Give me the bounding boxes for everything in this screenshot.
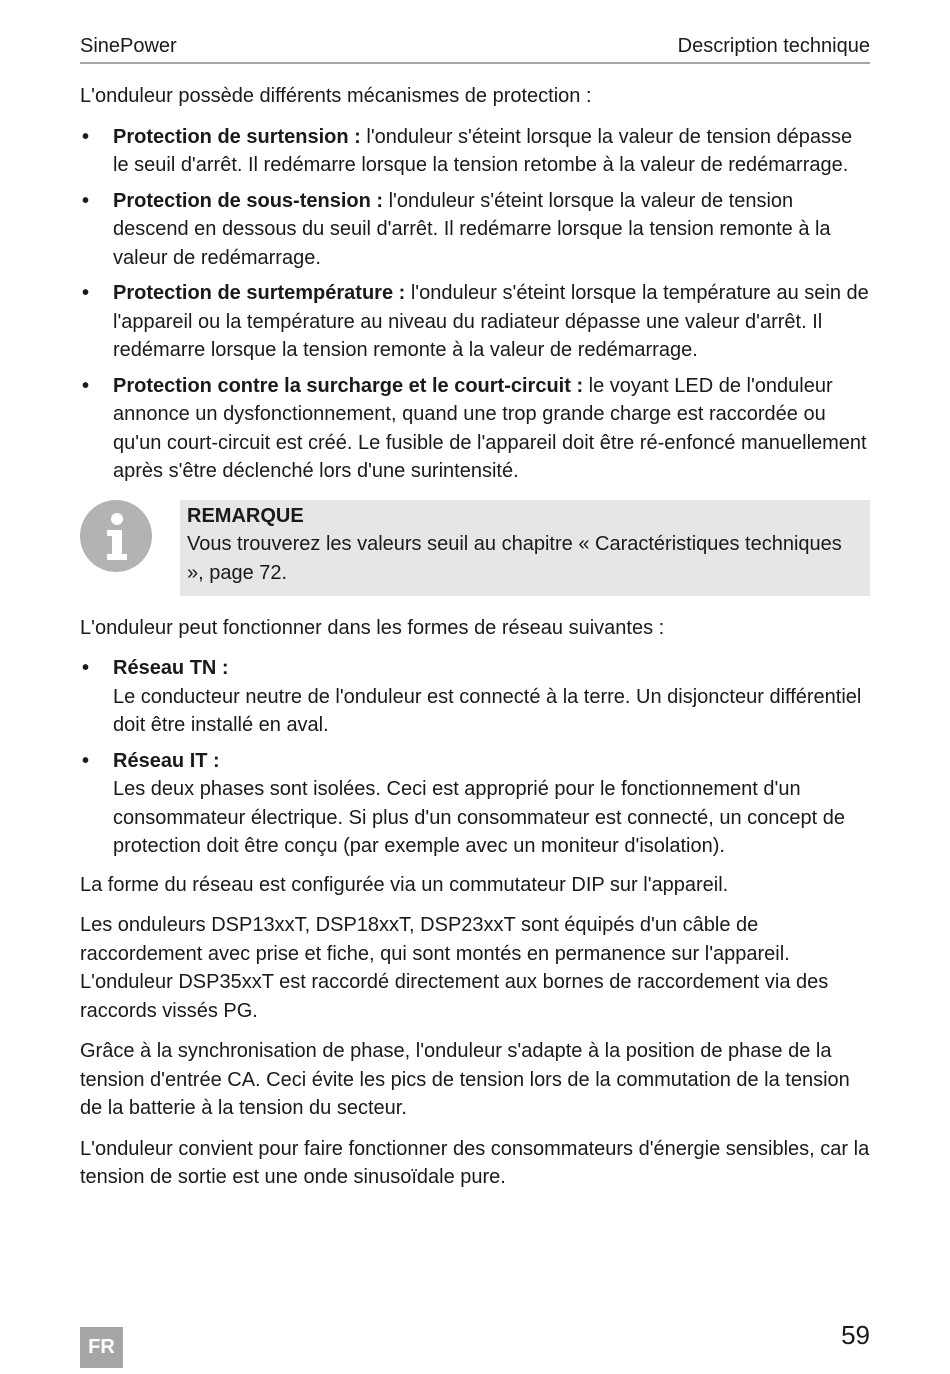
intro-protection: L'onduleur possède différents mécanismes de protection : <box>80 85 592 107</box>
item-text: l'onduleur s'éteint lorsque la température au sein de l'appareil ou la température au niveau du radiateur dépasse une valeur d'arrêt. Il redémarre lorsque la tension remonte à la valeur de redémarrage. <box>113 282 869 361</box>
item-text: Le conducteur neutre de l'onduleur est connecté à la terre. Un disjoncteur différentiel doit être installé en aval. <box>113 685 862 736</box>
bullet-icon: • <box>82 749 90 772</box>
page-number: 59 <box>841 1320 870 1350</box>
list-item <box>80 123 870 180</box>
page-header <box>80 32 870 64</box>
item-title: Réseau TN : <box>113 657 229 679</box>
item-text: l'onduleur s'éteint lorsque la valeur de tension dépasse le seuil d'arrêt. Il redémarre lorsque la tension retombe à la valeur de redémarrage. <box>113 125 853 176</box>
bullet-icon: • <box>82 657 90 679</box>
bullet-icon: • <box>82 125 90 148</box>
list-item <box>80 654 870 740</box>
bullet-icon: • <box>82 282 90 304</box>
intro-network: L'onduleur peut fonctionner dans les formes de réseau suivantes : <box>80 616 665 639</box>
header-product: SinePower <box>80 35 177 57</box>
list-item <box>80 747 870 861</box>
bullet-icon: • <box>82 189 90 212</box>
language-badge: FR <box>80 1327 123 1368</box>
item-title: Protection contre la surcharge et le court-circuit : <box>113 374 584 397</box>
item-title: Protection de sous-tension : <box>113 189 384 212</box>
note-title: REMARQUE <box>187 504 304 527</box>
bullet-icon: • <box>82 374 90 397</box>
note-block <box>80 500 870 596</box>
paragraph: La forme du réseau est configurée via un commutateur DIP sur l'appareil. <box>80 873 729 896</box>
paragraph: Les onduleurs DSP13xxT, DSP18xxT, DSP23xxT sont équipés d'un câble de raccordement avec prise et fiche, qui sont montés en permanence sur l'appareil. L'onduleur DSP35xxT est raccordé directement aux bornes de raccordement via des raccords vissés PG. <box>80 914 829 1022</box>
note-text: Vous trouverez les valeurs seuil au chapitre « Caractéristiques techniques », page 72. <box>187 533 842 584</box>
main-content <box>80 82 870 1204</box>
protection-list <box>80 123 870 486</box>
list-item <box>80 279 870 365</box>
item-title: Réseau IT : <box>113 749 220 772</box>
item-title: Protection de surtension : <box>113 125 361 148</box>
network-list <box>80 654 870 861</box>
item-title: Protection de surtempérature : <box>113 282 406 304</box>
note-box <box>180 500 870 596</box>
header-section: Description technique <box>677 35 870 57</box>
list-item <box>80 372 870 486</box>
paragraph: L'onduleur convient pour faire fonctionner des consommateurs d'énergie sensibles, car la tension de sortie est une onde sinusoïdale pure. <box>80 1137 870 1188</box>
paragraph: Grâce à la synchronisation de phase, l'onduleur s'adapte à la position de phase de la tension d'entrée CA. Ceci évite les pics de tension lors de la commutation de la tension de la batterie à la tension du secteur. <box>80 1040 850 1119</box>
item-text: l'onduleur s'éteint lorsque la valeur de tension descend en dessous du seuil d'arrêt. Il redémarre lorsque la tension remonte à la valeur de redémarrage. <box>113 189 831 269</box>
list-item <box>80 187 870 273</box>
info-icon <box>80 500 152 572</box>
item-text: Les deux phases sont isolées. Ceci est approprié pour le fonctionnement d'un consommateur électrique. Si plus d'un consommateur est connecté, un concept de protection doit être conçu (par exemple avec un moniteur d'isolation). <box>113 778 846 857</box>
item-text: le voyant LED de l'onduleur annonce un dysfonctionnement, quand une trop grande charge est raccordée ou qu'un court-circuit est créé. Le fusible de l'appareil doit être ré-enfoncé manuellement après s'être déclenché lors d'une surintensité. <box>113 374 867 482</box>
